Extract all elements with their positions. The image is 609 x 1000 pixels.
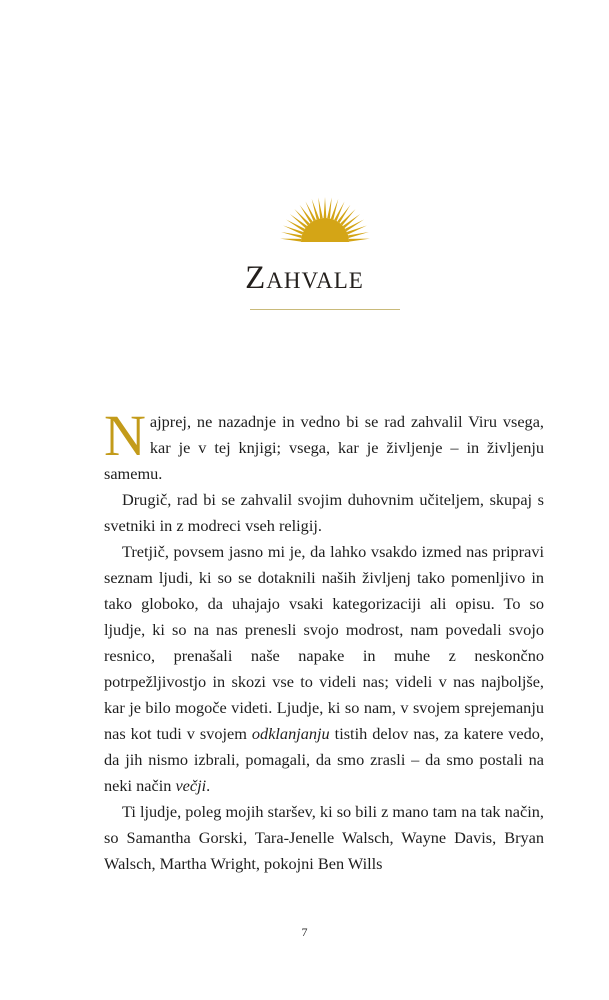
paragraph-4: Ti ljudje, poleg mojih staršev, ki so bili z mano tam na tak način, so Samantha Gorski, Tara-Jenelle Walsch, Wayne Davis, Bryan Walsch, Martha Wright, pokojni Ben Wills: [104, 802, 544, 873]
sun-ray: [324, 197, 327, 218]
sun-ray: [327, 198, 331, 219]
sun-ray: [305, 201, 315, 221]
paragraph-2: Drugič, rad bi se zahvalil svojim duhovnim učiteljem, skupaj s svetniki in z modreci vseh religij.: [104, 490, 544, 535]
emphasis-odklanjanju: odklanjanju: [251, 724, 330, 743]
page-number: 7: [301, 925, 308, 939]
body-text: [104, 403, 545, 877]
paragraph-3: [104, 539, 544, 799]
sun-ray: [280, 239, 301, 242]
sun-ray: [345, 220, 364, 232]
paragraph-1-text: ajprej, ne nazadnje in vedno bi se rad zahvalil Viru vsega, kar je v tej knjigi; vsega, kar je življenje – in življenju samemu.: [104, 412, 544, 483]
paragraph-3-text-a: Tretjič, povsem jasno mi je, da lahko vsakdo izmed nas pripravi seznam ljudi, ki so se dotaknili naših življenj tako pomenljivo in tako globoko, da uhajajo vsaki kategorizaciji ali opisu. To so ljudje, ki so na nas prenesli svojo modrost, nam povedali svojo resnico, prenašali naše napake in muhe z neskončno potrpežljivostjo in skozi vse to videli nas; videli v nas najboljše, kar je bilo mogoče videti. Ljudje, ki so nam, v svojem sprejemanju nas kot tudi v svojem: [104, 542, 544, 743]
sun-ray: [334, 201, 344, 221]
sun-ray: [286, 220, 305, 232]
paragraph-1: [104, 403, 544, 487]
paragraph-3-text-c: .: [206, 776, 211, 795]
rising-sun-icon: [279, 196, 371, 242]
title-underline: [250, 309, 400, 310]
chapter-title: Zahvale: [245, 260, 364, 296]
emphasis-vecji: večji: [175, 776, 207, 795]
drop-cap: N: [104, 403, 146, 468]
paragraph-3-text-b: tistih delov nas, za katere vedo, da jih nismo izbrali, pomagali, da smo zrasli – da smo postali na neki način: [104, 724, 545, 795]
sun-ray: [349, 239, 370, 242]
sun-ray: [318, 198, 322, 219]
